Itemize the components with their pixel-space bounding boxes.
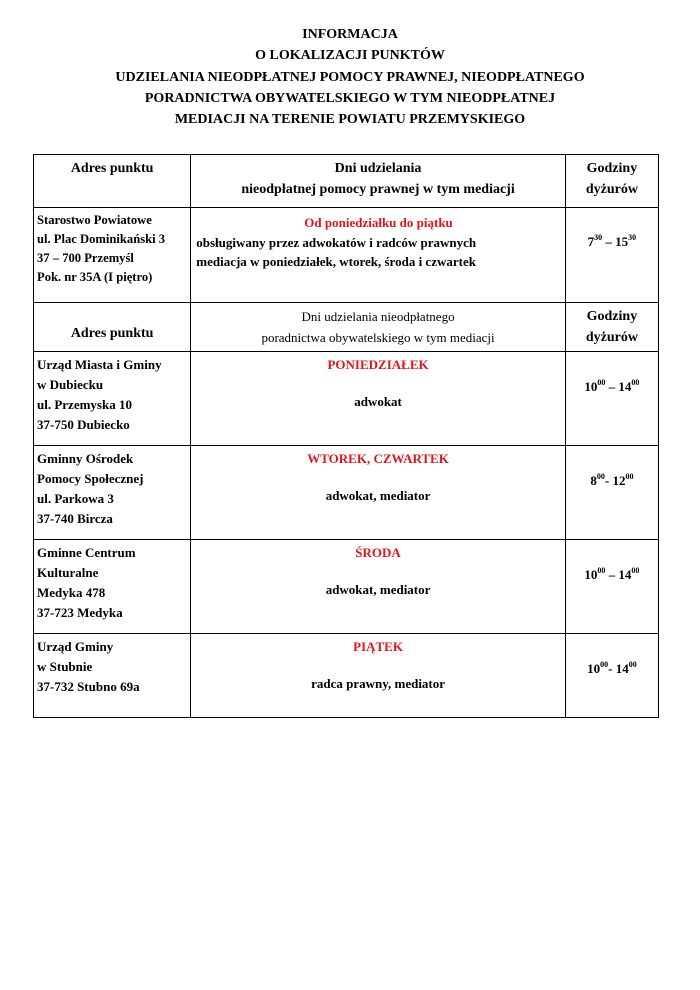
address-line: Gminne Centrum: [37, 545, 136, 560]
header-days-line: Dni udzielania: [334, 161, 422, 176]
header-days-line: poradnictwa obywatelskiego w tym mediacji: [261, 330, 495, 345]
address-cell: [34, 208, 191, 303]
header-hours-line: Godziny: [586, 161, 638, 176]
table-row-location: [34, 352, 659, 446]
table-row-location: [34, 446, 659, 540]
table-subheader-row: [34, 303, 659, 352]
hours-to-minutes: 00: [628, 660, 637, 669]
header-address-label: Adres punktu: [70, 326, 154, 341]
day-label: PIĄTEK: [353, 639, 403, 654]
address-line: Urząd Gminy: [37, 639, 114, 654]
hours-separator: -: [604, 473, 613, 488]
header-address: [34, 303, 191, 352]
address-line: Starostwo Powiatowe: [37, 213, 152, 227]
address-line: ul. Parkowa 3: [37, 491, 114, 506]
title-line: INFORMACJA: [302, 27, 398, 42]
header-hours-line: Godziny: [586, 309, 638, 324]
address-cell: [34, 634, 191, 718]
address-line: 37-750 Dubiecko: [37, 417, 130, 432]
days-cell: [191, 446, 566, 540]
document-title: [0, 24, 700, 130]
hours-from: 10: [584, 567, 598, 582]
hours-from-minutes: 00: [600, 660, 609, 669]
header-address: [34, 155, 191, 208]
address-line: Pok. nr 35A (I piętro): [37, 270, 153, 284]
hours-cell: [565, 352, 658, 446]
header-hours: [565, 155, 658, 208]
hours-to: 15: [615, 234, 629, 249]
hours-separator: –: [605, 567, 619, 582]
hours-to-minutes: 00: [631, 566, 640, 575]
hours-to: 14: [615, 661, 629, 676]
hours-from: 7: [587, 234, 595, 249]
address-line: Medyka 478: [37, 585, 106, 600]
hours-to-minutes: 30: [628, 233, 637, 242]
hours-to-minutes: 00: [631, 378, 640, 387]
days-cell: [191, 208, 566, 303]
hours-to: 14: [618, 567, 632, 582]
address-cell: [34, 446, 191, 540]
address-line: Kulturalne: [37, 565, 99, 580]
address-line: 37 – 700 Przemyśl: [37, 251, 134, 265]
service-provider: adwokat, mediator: [325, 488, 431, 503]
hours-separator: –: [605, 379, 619, 394]
address-line: Urząd Miasta i Gminy: [37, 357, 162, 372]
hours-from: 10: [584, 379, 598, 394]
hours-cell: [565, 634, 658, 718]
service-provider: adwokat: [354, 394, 402, 409]
address-line: ul. Plac Dominikański 3: [37, 232, 166, 246]
table-row-location: [34, 540, 659, 634]
hours-from-minutes: 00: [597, 566, 606, 575]
hours-separator: -: [608, 661, 616, 676]
address-line: 37-732 Stubno 69a: [37, 679, 140, 694]
hours-cell: [565, 208, 658, 303]
address-line: w Stubnie: [37, 659, 93, 674]
table-row-starostwo: [34, 208, 659, 303]
header-days-line: Dni udzielania nieodpłatnego: [301, 309, 455, 324]
address-cell: [34, 352, 191, 446]
header-hours: [565, 303, 658, 352]
hours-to-minutes: 00: [625, 472, 634, 481]
address-line: ul. Przemyska 10: [37, 397, 132, 412]
table-row-location: [34, 634, 659, 718]
locations-table: [33, 154, 659, 718]
hours-from-minutes: 30: [594, 233, 603, 242]
day-label: WTOREK, CZWARTEK: [307, 451, 449, 466]
hours-cell: [565, 446, 658, 540]
address-line: w Dubiecku: [37, 377, 104, 392]
title-line: UDZIELANIA NIEODPŁATNEJ POMOCY PRAWNEJ, NIEODPŁATNEGO: [115, 69, 585, 85]
header-address-label: Adres punktu: [70, 161, 154, 176]
address-line: Pomocy Społecznej: [37, 471, 144, 486]
service-provider: adwokat, mediator: [325, 582, 431, 597]
days-cell: [191, 540, 566, 634]
days-description: mediacja w poniedziałek, wtorek, środa i czwartek: [196, 254, 476, 269]
days-description: obsługiwany przez adwokatów i radców prawnych: [196, 234, 477, 250]
hours-from: 10: [587, 661, 601, 676]
days-cell: [191, 352, 566, 446]
header-hours-line: dyżurów: [585, 182, 638, 197]
service-provider: radca prawny, mediator: [311, 676, 446, 691]
day-label: ŚRODA: [355, 545, 401, 560]
hours-separator: –: [602, 234, 616, 249]
header-days: [191, 303, 566, 352]
address-cell: [34, 540, 191, 634]
hours-from: 8: [590, 473, 597, 488]
hours-from-minutes: 00: [596, 472, 605, 481]
address-line: Gminny Ośrodek: [37, 451, 134, 466]
header-days: [191, 155, 566, 208]
hours-from-minutes: 00: [597, 378, 606, 387]
header-days-line: nieodpłatnej pomocy prawnej w tym mediacji: [241, 182, 515, 197]
title-line: O LOKALIZACJI PUNKTÓW: [255, 48, 445, 64]
address-line: 37-723 Medyka: [37, 605, 123, 620]
days-highlight: Od poniedziałku do piątku: [304, 215, 453, 230]
address-line: 37-740 Bircza: [37, 511, 113, 526]
header-hours-line: dyżurów: [585, 330, 638, 345]
days-cell: [191, 634, 566, 718]
hours-to: 14: [618, 379, 632, 394]
table-header-row: [34, 155, 659, 208]
title-line: MEDIACJI NA TERENIE POWIATU PRZEMYSKIEGO: [174, 112, 526, 128]
day-label: PONIEDZIAŁEK: [327, 357, 429, 372]
title-line: PORADNICTWA OBYWATELSKIEGO W TYM NIEODPŁATNEJ: [144, 90, 556, 106]
hours-to: 12: [612, 473, 626, 488]
hours-cell: [565, 540, 658, 634]
